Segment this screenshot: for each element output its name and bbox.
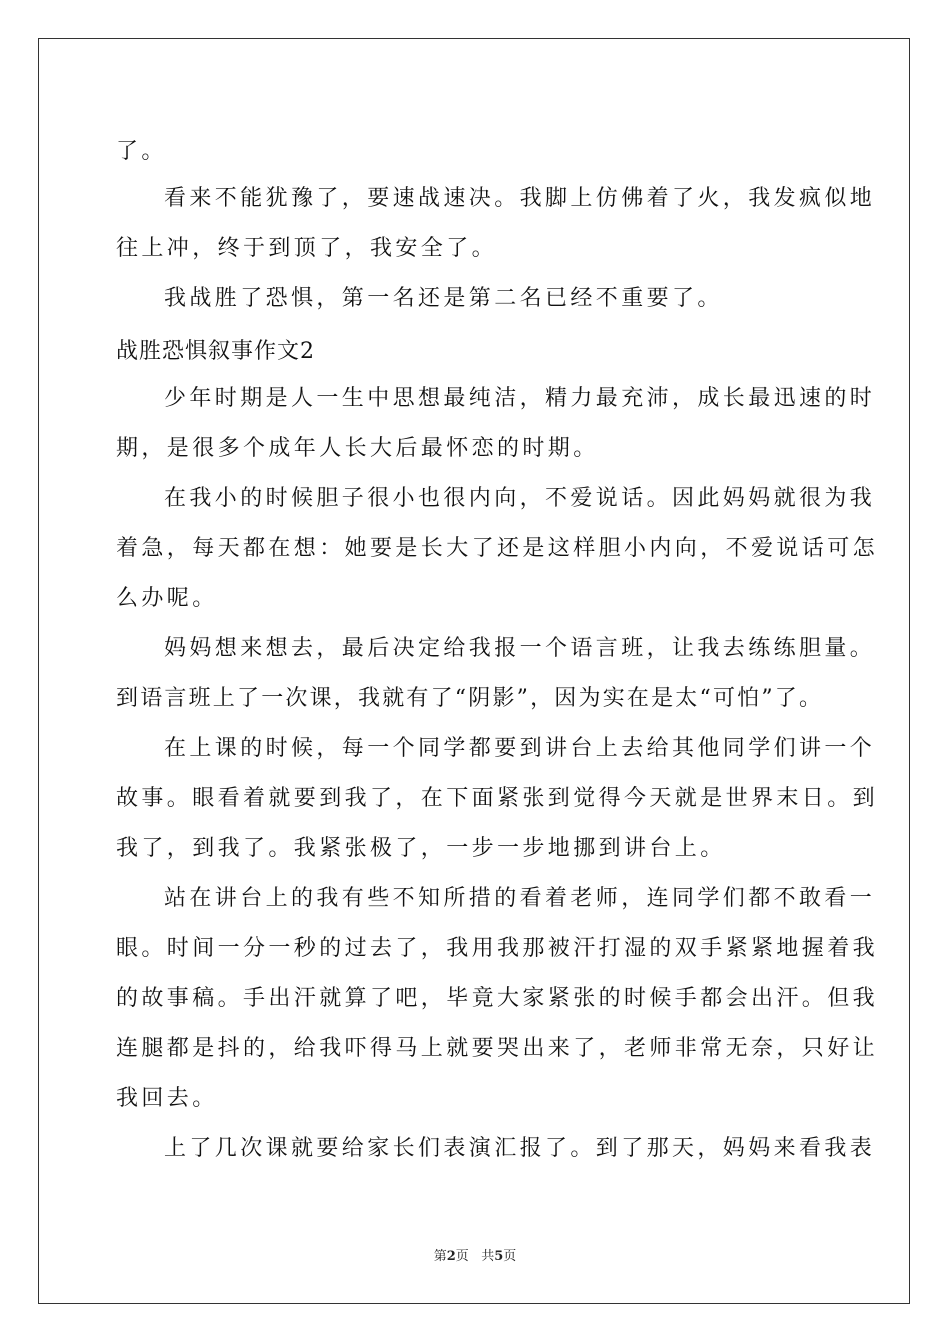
body-line: 连腿都是抖的，给我吓得马上就要哭出来了，老师非常无奈，只好让 xyxy=(116,1036,879,1061)
body-line: 少年时期是人一生中思想最纯洁，精力最充沛，成长最迅速的时 xyxy=(164,386,876,411)
body-line: 往上冲，终于到顶了，我安全了。 xyxy=(116,236,498,261)
footer-total-label: 页 xyxy=(503,1249,517,1264)
section-heading: 战胜恐惧叙事作文2 xyxy=(116,339,315,364)
footer-current-page: 2 xyxy=(446,1249,456,1264)
body-line: 着急，每天都在想：她要是长大了还是这样胆小内向，不爱说话可怎 xyxy=(116,536,879,561)
body-line: 我回去。 xyxy=(116,1086,218,1111)
body-line: 妈妈想来想去，最后决定给我报一个语言班，让我去练练胆量。 xyxy=(164,636,876,661)
footer-total-pages: 5 xyxy=(494,1249,504,1264)
body-line: 我战胜了恐惧，第一名还是第二名已经不重要了。 xyxy=(164,286,723,311)
body-line: 么办呢。 xyxy=(116,586,218,611)
body-line: 上了几次课就要给家长们表演汇报了。到了那天，妈妈来看我表 xyxy=(164,1136,876,1161)
body-line: 我了，到我了。我紧张极了，一步一步地挪到讲台上。 xyxy=(116,836,726,861)
footer-total-prefix: 共 xyxy=(481,1249,495,1264)
body-line: 故事。眼看着就要到我了，在下面紧张到觉得今天就是世界末日。到 xyxy=(116,786,879,811)
page-border xyxy=(38,38,910,1304)
page-footer xyxy=(0,1248,950,1266)
body-line: 的故事稿。手出汗就算了吧，毕竟大家紧张的时候手都会出汗。但我 xyxy=(116,986,879,1011)
body-line: 期，是很多个成年人长大后最怀恋的时期。 xyxy=(116,436,599,461)
body-line: 站在讲台上的我有些不知所措的看着老师，连同学们都不敢看一 xyxy=(164,886,876,911)
body-line: 眼。时间一分一秒的过去了，我用我那被汗打湿的双手紧紧地握着我 xyxy=(116,936,879,961)
body-line: 了。 xyxy=(116,139,167,164)
footer-page-label: 页 xyxy=(455,1249,469,1264)
body-line: 看来不能犹豫了，要速战速决。我脚上仿佛着了火，我发疯似地 xyxy=(164,186,876,211)
body-line: 在上课的时候，每一个同学都要到讲台上去给其他同学们讲一个 xyxy=(164,736,876,761)
body-line: 在我小的时候胆子很小也很内向，不爱说话。因此妈妈就很为我 xyxy=(164,486,876,511)
footer-prefix: 第 xyxy=(433,1249,447,1264)
body-line: 到语言班上了一次课，我就有了“阴影”，因为实在是太“可怕”了。 xyxy=(116,686,824,711)
